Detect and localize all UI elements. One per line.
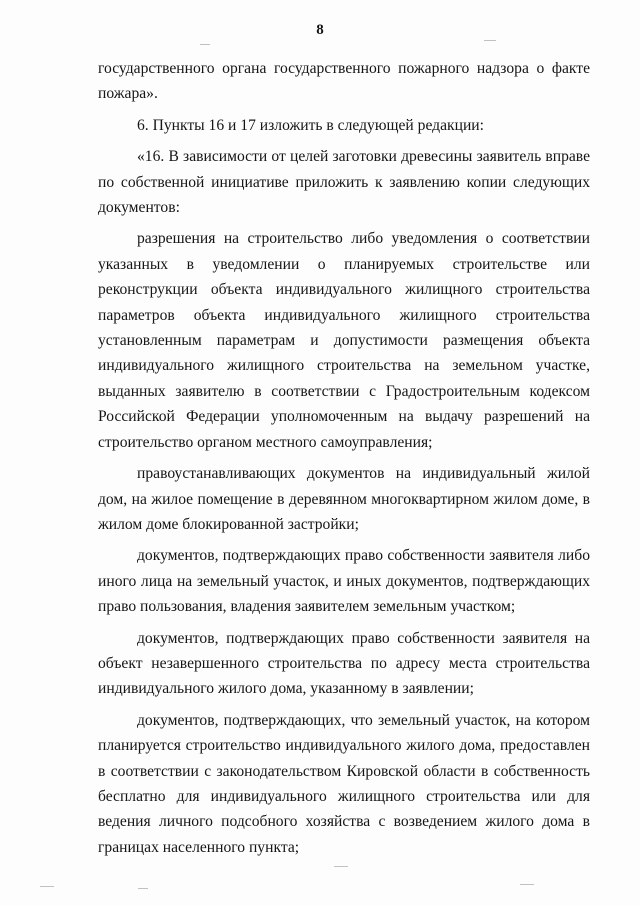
paragraph-continuation: государственного органа государственного пожарного надзора о факте пожара». [98, 60, 590, 103]
scan-speck [138, 888, 148, 889]
paragraph-item-16: «16. В зависимости от целей заготовки древесины заявитель вправе по собственной инициативе приложить к заявлению копии следующих документов: [98, 148, 590, 217]
paragraph-permits: разрешения на строительство либо уведомления о соответствии указанных в уведомлении о планируемых строительстве или реконструкции объекта индивидуального жилищного строительства параметров объекта индивидуального жилищного строительства установленным параметрам и допустимости размещения объекта индивидуального жилищного строительства на земельном участке, выданных заявителю в соответствии с Градостроительным кодексом Российской Федерации уполномоченным на выдачу разрешений на строительство органом местного самоуправления; [98, 230, 590, 451]
scan-speck [40, 886, 54, 887]
paragraph-unfinished-construction: документов, подтверждающих право собственности заявителя на объект незавершенного строительства по адресу места строительства индивидуального жилого дома, указанному в заявлении; [98, 629, 590, 698]
document-body [98, 56, 590, 866]
paragraph-item-6: 6. Пункты 16 и 17 изложить в следующей редакции: [137, 116, 484, 134]
paragraph-land-ownership: документов, подтверждающих право собственности заявителя либо иного лица на земельный участок, и иных документов, подтверждающих право пользования, владения заявителем земельным участком; [98, 547, 590, 616]
scan-speck [200, 44, 210, 45]
scan-speck [520, 884, 534, 885]
paragraph-land-granted: документов, подтверждающих, что земельный участок, на котором планируется строительство индивидуального жилого дома, предоставлен в соответствии с законодательством Кировской области в собственность бесплатно для индивидуального жилищного строительства или для ведения личного подсобного хозяйства с возведением жилого дома в границах населенного пункта; [98, 711, 590, 856]
paragraph-title-documents: правоустанавливающих документов на индивидуальный жилой дом, на жилое помещение в деревянном многоквартирном жилом доме, в жилом доме блокированной застройки; [98, 465, 590, 533]
scan-speck [334, 866, 348, 867]
scan-speck [484, 40, 496, 41]
page-number: 8 [316, 22, 324, 38]
